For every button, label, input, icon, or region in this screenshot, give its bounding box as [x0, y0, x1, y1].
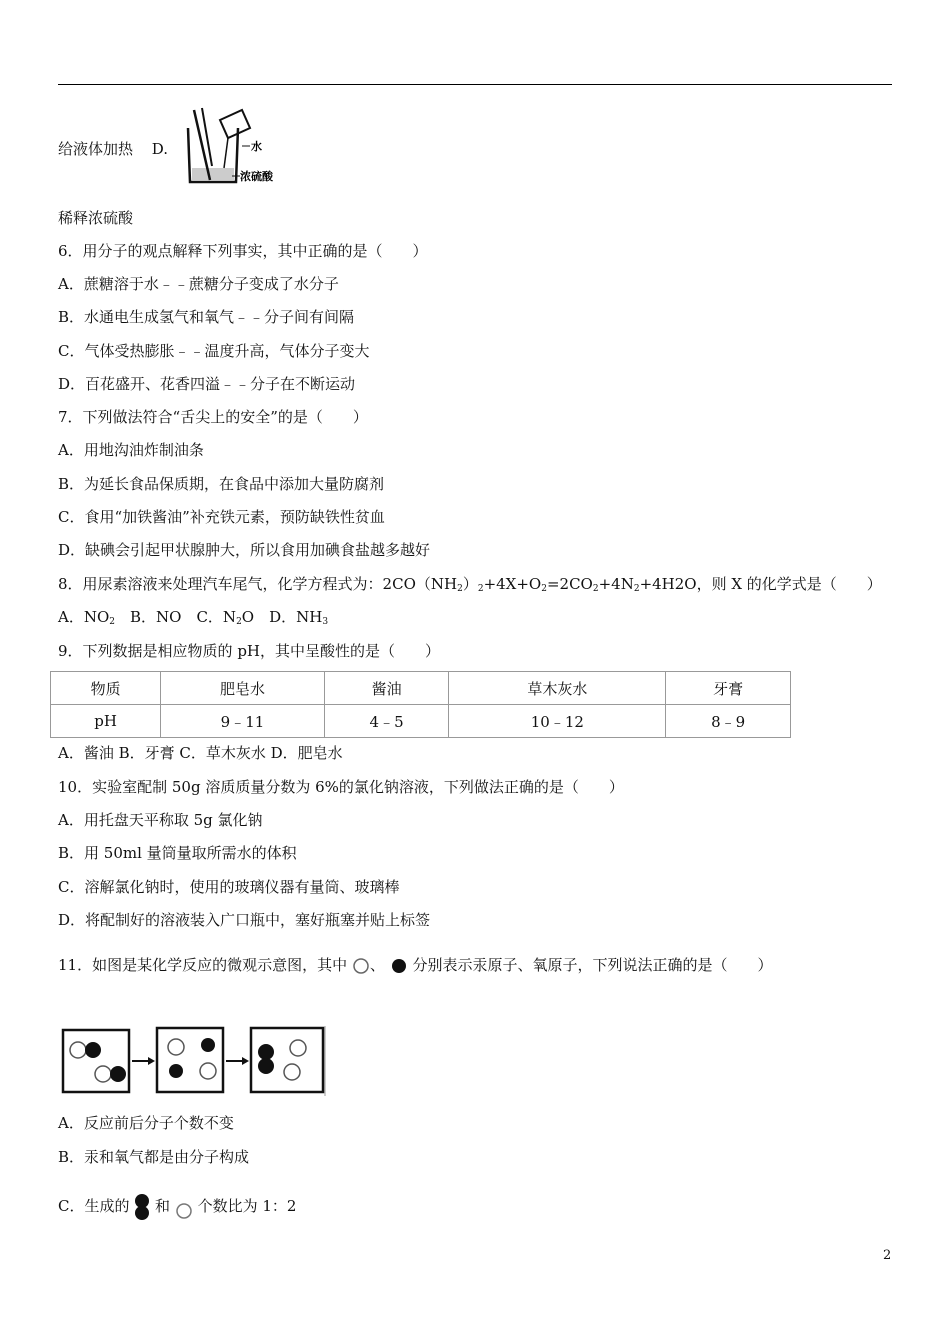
intro-line [58, 139, 168, 159]
q8-subscript: 2 [592, 584, 599, 594]
q6-option-c: C．气体受热膨胀﹣﹣温度升高，气体分子变大 [58, 342, 370, 360]
q7-stem: 7．下列做法符合“舌尖上的安全”的是（ ） [58, 408, 368, 426]
q6-stem: 6．用分子的观点解释下列事实，其中正确的是（ ） [58, 242, 428, 260]
q8-stem-part: +4H2O，则 X 的化学式是（ ） [639, 575, 882, 593]
fig-label-water: 水 [251, 140, 262, 153]
table-cell: 牙膏 [666, 672, 791, 705]
q8-subscript: 3 [322, 617, 329, 627]
q8-stem-part: +4X+O [483, 575, 542, 593]
q11-stem-part: 11．如图是某化学反应的微观示意图，其中 [58, 956, 348, 974]
q10-stem: 10．实验室配制 50g 溶质质量分数为 6%的氯化钠溶液，下列做法正确的是（ ） [58, 778, 624, 796]
q8-subscript: 2 [457, 584, 463, 594]
table-cell: 10﹣12 [449, 705, 666, 738]
table-cell: 4﹣5 [324, 705, 449, 738]
q8-stem-part: ） [462, 575, 478, 593]
heat-liquid-text: 给液体加热 [58, 140, 134, 158]
q9-stem: 9．下列数据是相应物质的 pH，其中呈酸性的是（ ） [58, 642, 440, 660]
q11-option-b: B．汞和氧气都是由分子构成 [58, 1148, 250, 1166]
table-cell: 酱油 [324, 672, 449, 705]
q7-option-b: B．为延长食品保质期，在食品中添加大量防腐剂 [58, 475, 385, 493]
q6-option-d: D．百花盛开、花香四溢﹣﹣分子在不断运动 [58, 375, 356, 393]
option-d-label: D. [151, 140, 169, 158]
q8-subscript: 2 [236, 617, 242, 627]
dilute-acid-caption: 稀释浓硫酸 [58, 209, 134, 227]
q8-stem-part: 8．用尿素溶液来处理汽车尾气，化学方程式为：2CO（NH [58, 575, 458, 593]
table-cell: 草木灰水 [449, 672, 666, 705]
q6-option-b: B．水通电生成氢气和氧气﹣﹣分子间有间隔 [58, 308, 355, 326]
q8-option-part: O D．NH [241, 608, 323, 626]
oxygen-molecule-icon [134, 1192, 150, 1222]
table-cell: pH [51, 705, 161, 738]
q10-option-a: A．用托盘天平称取 5g 氯化钠 [58, 811, 263, 829]
q8-subscript: 2 [633, 584, 640, 594]
q7-option-a: A．用地沟油炸制油条 [58, 441, 204, 459]
reaction-diagram [60, 1024, 330, 1098]
q11-option-c-part: 和 [155, 1197, 171, 1215]
dilute-acid-figure [184, 106, 274, 188]
q11-stem-part: 分别表示汞原子、氧原子，下列说法正确的是（ ） [412, 956, 773, 974]
q8-stem-part: =2CO [546, 575, 593, 593]
q8-subscript: 2 [541, 584, 547, 594]
table-cell: 8﹣9 [666, 705, 791, 738]
q8-subscript: 2 [109, 617, 115, 627]
q8-option-part: A．NO [58, 608, 110, 626]
q8-stem-part: +4N [598, 575, 634, 593]
q10-option-b: B．用 50ml 量筒量取所需水的体积 [58, 844, 297, 862]
header-rule [58, 84, 892, 85]
page-number: 2 [883, 1248, 892, 1263]
oxygen-atom-icon [390, 957, 408, 975]
table-row [51, 672, 791, 705]
q11-stem [58, 955, 772, 975]
table-cell: 9﹣11 [161, 705, 325, 738]
q6-option-a: A．蔗糖溶于水﹣﹣蔗糖分子变成了水分子 [58, 275, 339, 293]
q10-option-c: C．溶解氯化钠时，使用的玻璃仪器有量筒、玻璃棒 [58, 878, 400, 896]
mercury-atom-icon [352, 957, 370, 975]
q11-stem-part: 、 [369, 956, 385, 974]
q8-stem [58, 574, 882, 599]
table-row [51, 705, 791, 738]
q8-subscript: 2 [477, 584, 484, 594]
q9-options: A．酱油 B．牙膏 C．草木灰水 D．肥皂水 [58, 744, 343, 762]
q11-option-c-part: 个数比为 1：2 [197, 1197, 297, 1215]
q7-option-d: D．缺碘会引起甲状腺肿大，所以食用加碘食盐越多越好 [58, 541, 431, 559]
table-cell: 物质 [51, 672, 161, 705]
mercury-atom-icon [175, 1202, 193, 1220]
table-cell: 肥皂水 [161, 672, 325, 705]
q8-option-part: B．NO C．N [115, 608, 237, 626]
q11-option-c-part: C．生成的 [58, 1197, 130, 1215]
q8-options [58, 607, 328, 632]
ph-table [50, 671, 791, 738]
q11-option-a: A．反应前后分子个数不变 [58, 1114, 234, 1132]
q10-option-d: D．将配制好的溶液装入广口瓶中，塞好瓶塞并贴上标签 [58, 911, 431, 929]
q11-option-c [58, 1192, 296, 1222]
q7-option-c: C．食用“加铁酱油”补充铁元素，预防缺铁性贫血 [58, 508, 385, 526]
fig-label-acid: 浓硫酸 [240, 170, 273, 183]
